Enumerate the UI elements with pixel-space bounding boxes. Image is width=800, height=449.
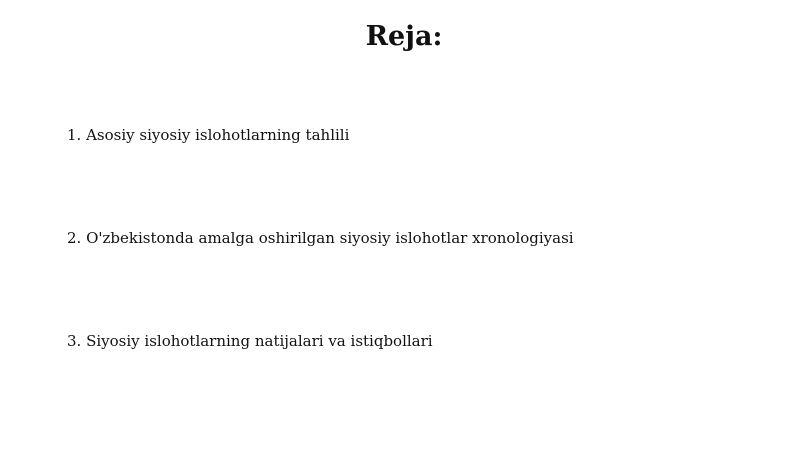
- plan-item-1: 1. Asosiy siyosiy islohotlarning tahlili: [67, 126, 350, 144]
- plan-item-2: 2. O'zbekistonda amalga oshirilgan siyosiy islohotlar xronologiyasi: [67, 229, 574, 247]
- slide-title: Reja:: [365, 21, 443, 52]
- plan-item-3: 3. Siyosiy islohotlarning natijalari va istiqbollari: [67, 332, 433, 350]
